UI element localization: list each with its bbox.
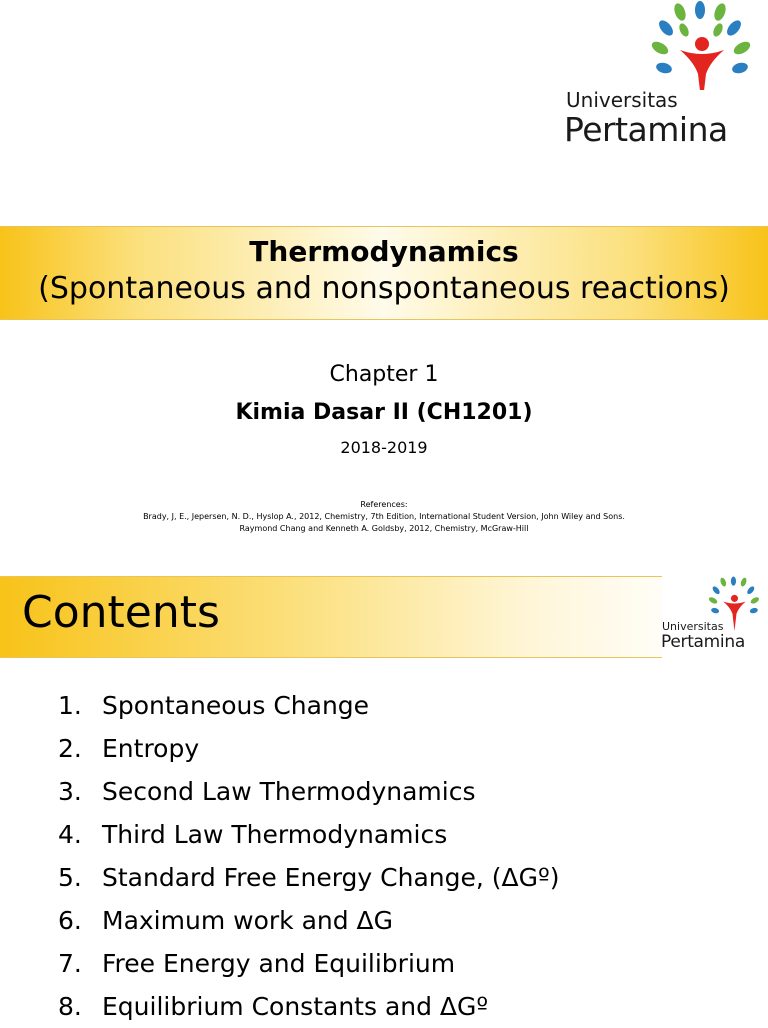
contents-band: [0, 576, 662, 658]
contents-title: Contents: [22, 587, 220, 638]
reference-item: Raymond Chang and Kenneth A. Goldsby, 2012, Chemistry, McGraw-Hill: [239, 524, 529, 533]
title-band: [0, 226, 768, 320]
item-text: Spontaneous Change: [102, 691, 370, 720]
item-text: Third Law Thermodynamics: [102, 820, 448, 849]
reference-item: Brady, J, E., Jepersen, N. D., Hyslop A., 2012, Chemistry, 7th Edition, International Student Version, John Wiley and Sons.: [143, 512, 625, 521]
contents-list: [58, 684, 560, 1028]
slide-title: Thermodynamics: [249, 235, 519, 268]
references-heading: References:: [360, 500, 408, 509]
contents-slide: [0, 568, 768, 1024]
item-number: 5.: [58, 863, 82, 892]
item-text: Equilibrium Constants and ΔGº: [102, 992, 489, 1021]
logo-pertamina-text: Pertamina: [661, 632, 745, 652]
item-number: 6.: [58, 906, 82, 935]
tree-figure-icon: [650, 0, 760, 90]
list-item: [58, 770, 560, 813]
course-title: Kimia Dasar II (CH1201): [235, 400, 533, 425]
item-number: 4.: [58, 820, 82, 849]
item-number: 7.: [58, 949, 82, 978]
academic-years: 2018-2019: [340, 438, 428, 457]
list-item: [58, 684, 560, 727]
list-item: [58, 985, 560, 1028]
item-text: Maximum work and ΔG: [102, 906, 394, 935]
list-item: [58, 813, 560, 856]
list-item: [58, 899, 560, 942]
logo-universitas-text: Universitas: [566, 88, 678, 112]
university-logo-small: [660, 576, 768, 658]
logo-pertamina-text: Pertamina: [564, 110, 728, 149]
logo-universitas-text: Universitas: [662, 620, 724, 633]
item-number: 8.: [58, 992, 82, 1021]
item-number: 2.: [58, 734, 82, 763]
item-text: Second Law Thermodynamics: [102, 777, 476, 806]
item-number: 3.: [58, 777, 82, 806]
item-text: Entropy: [102, 734, 200, 763]
chapter-label: Chapter 1: [329, 362, 439, 387]
list-item: [58, 942, 560, 985]
item-text: Standard Free Energy Change, (ΔGº): [102, 863, 560, 892]
list-item: [58, 856, 560, 899]
list-item: [58, 727, 560, 770]
university-logo: [560, 0, 768, 160]
item-number: 1.: [58, 691, 82, 720]
slide-subtitle: (Spontaneous and nonspontaneous reactions): [38, 271, 730, 306]
item-text: Free Energy and Equilibrium: [102, 949, 456, 978]
